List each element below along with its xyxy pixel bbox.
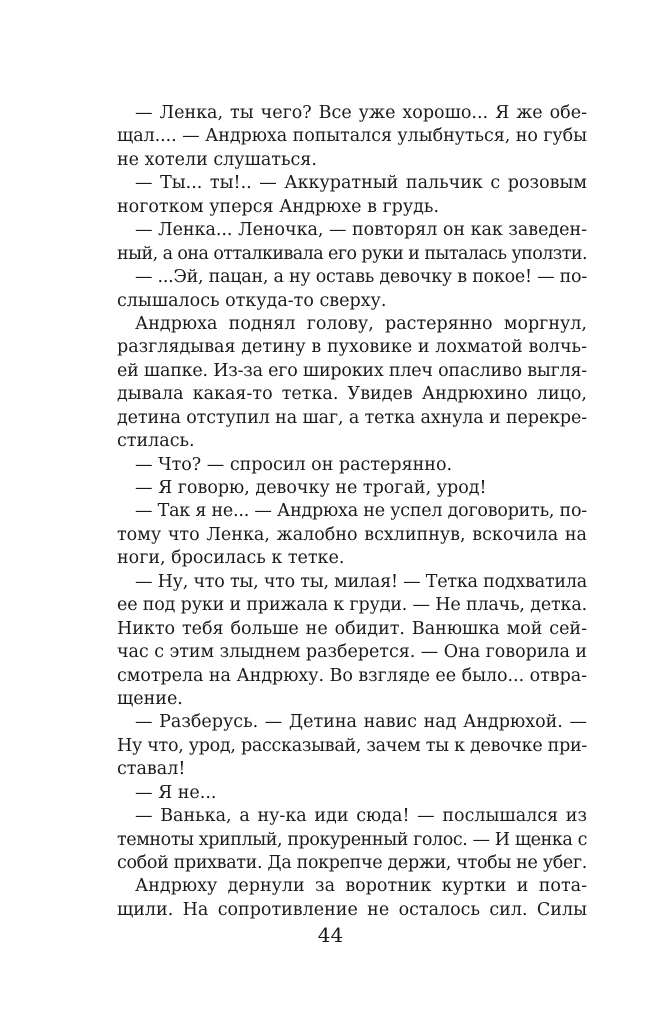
text-line: ее под руки и прижала к груди. — Не плачь, детка. [117,595,587,616]
text-line: щал.... — Андрюха попытался улыбнуться, но губы [117,126,587,147]
text-line: ставал! [117,759,186,780]
text-line: смотрела на Андрюху. Во взгляде ее было... отвра- [117,665,587,686]
text-line: щение. [117,688,183,709]
text-line: не хотели слушаться. [117,149,317,170]
text-line: дывала какая-то тетка. Увидев Андрюхино лицо, [117,384,587,405]
page-number: 44 [317,923,344,947]
text-line: — Ленка, ты чего? Все уже хорошо... Я же обе- [135,103,587,123]
text-line: ноги, бросилась к тетке. [117,548,345,569]
text-line: Андрюха поднял голову, растерянно моргнул, [135,313,587,334]
text-line: час с этим злыднем разберется. — Она говорила и [117,642,587,663]
text-line: темноты хриплый, прокуренный голос. — И щенка с [117,829,587,850]
text-line: — Ленка... Леночка, — повторял он как заведен- [135,220,587,241]
text-line: собой прихвати. Да покрепче держи, чтобы не убег. [117,853,587,873]
text-line: — Ты... ты!.. — Аккуратный пальчик с розовым [135,173,587,194]
text-line: ей шапке. Из-за его широких плеч опасливо выгля- [117,360,587,381]
text-line: Андрюху дернули за воротник куртки и пота- [135,876,587,897]
text-line: стилась. [117,431,195,452]
text-line: Никто тебя больше не обидит. Ванюшка мой сей- [117,618,587,639]
text-line: тому что Ленка, жалобно всхлипнув, вскочила на [117,524,587,545]
text-line: ный, а она отталкивала его руки и пыталась уползти. [117,243,588,264]
text-line: — Ну, что ты, что ты, милая! — Тетка подхватила [135,571,588,592]
text-line: — Что? — спросил он растерянно. [135,454,453,475]
text-line: щили. На сопротивление не осталось сил. Силы [117,899,587,920]
text-line: детина отступил на шаг, а тетка ахнула и перекре- [117,407,587,428]
text-line: слышалось откуда-то сверху. [117,290,387,311]
text-line: разглядывая детину в пуховике и лохматой волчь- [117,337,587,358]
text-line: — Так я не... — Андрюха не успел договорить, по- [135,501,587,522]
text-line: — Я говорю, девочку не трогай, урод! [135,478,487,498]
text-line: — Я не... [135,782,217,803]
text-line: ноготком уперся Андрюхе в грудь. [117,196,440,217]
text-line: Ну что, урод, рассказывай, зачем ты к девочке при- [117,735,587,756]
text-line: — Ванька, а ну-ка иди сюда! — послышался из [135,806,587,827]
body-text [117,102,587,922]
text-line: — ...Эй, пацан, а ну оставь девочку в покое! — по- [135,267,587,288]
text-line: — Разберусь. — Детина навис над Андрюхой. — [135,712,587,733]
